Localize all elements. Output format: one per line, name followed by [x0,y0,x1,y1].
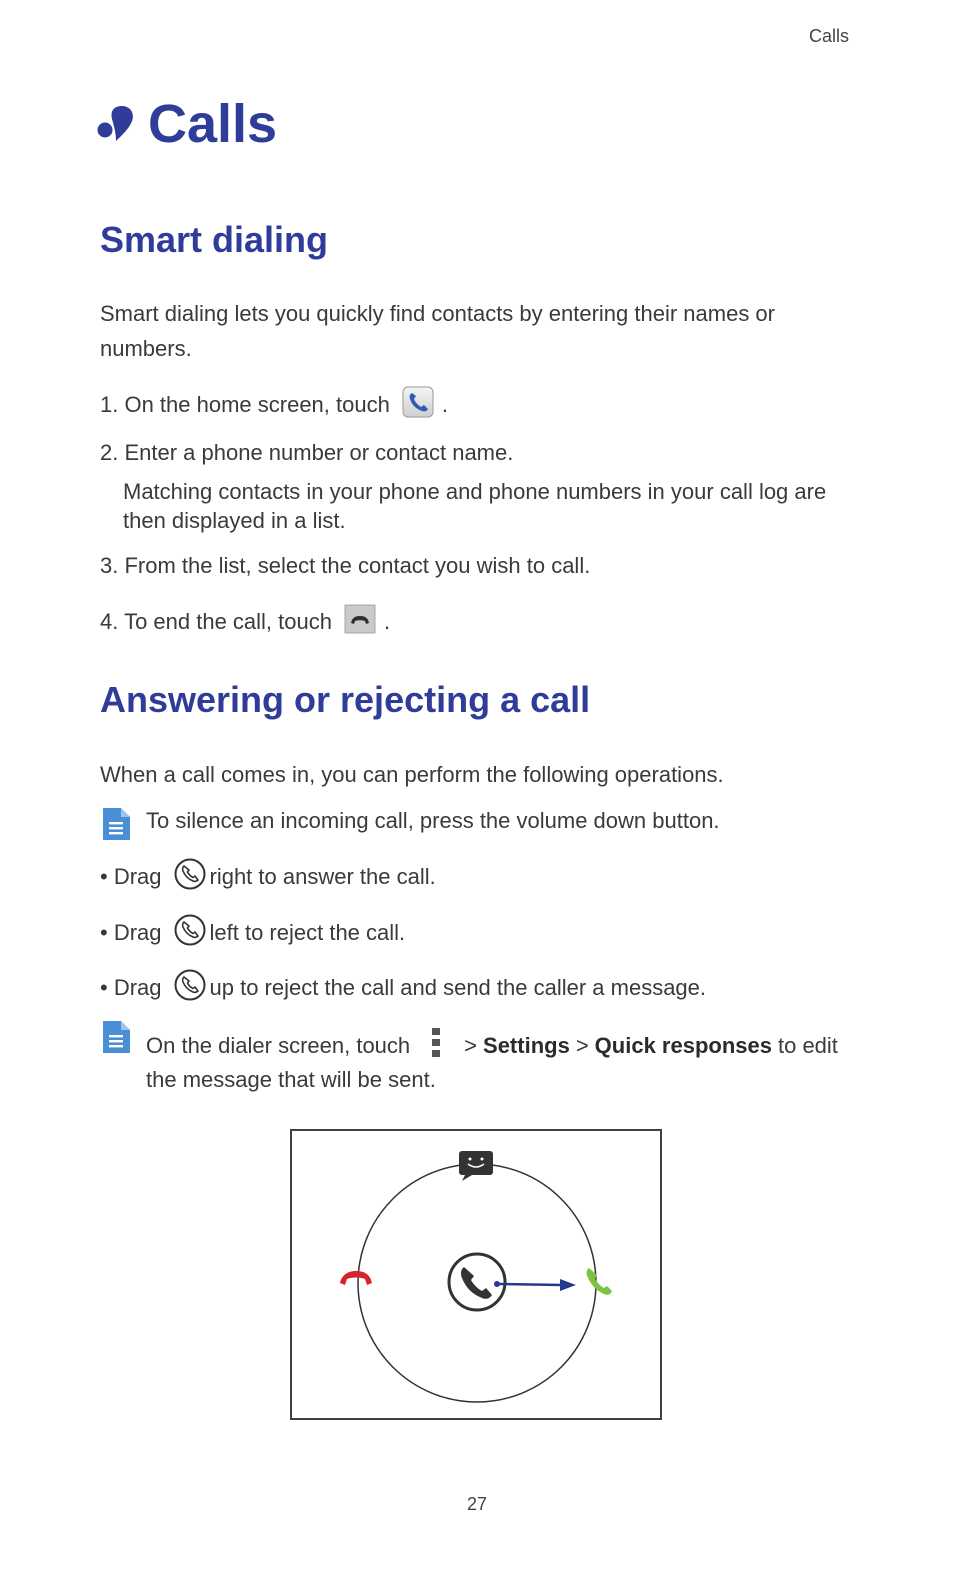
note2-post: to edit [777,1033,838,1058]
note2-sep2: > [575,1033,589,1058]
phone-circle-icon [174,969,206,1007]
bullet-message-text: up to reject the call and send the caller a message. [209,975,707,1000]
note-quick-responses [146,1026,838,1066]
quick-responses-label: Quick responses [594,1033,772,1058]
note-silence: To silence an incoming call, press the volume down button. [146,808,720,833]
end-call-icon [344,604,376,640]
page-number: 27 [466,1494,488,1514]
note2-pre: On the dialer screen, touch [146,1033,411,1058]
step-2-text: 2. Enter a phone number or contact name. [100,440,514,465]
settings-label: Settings [483,1033,570,1058]
step-1-end: . [441,392,448,417]
note-icon [101,807,131,846]
message-bubble-icon [459,1151,493,1181]
step-4 [100,604,390,640]
step-4-text: 4. To end the call, touch [100,609,332,634]
step-4-end: . [383,609,391,634]
incoming-call-diagram [292,1131,660,1418]
bullet-prefix: • Drag [100,920,162,945]
step-2-detail-line1: Matching contacts in your phone and phone numbers in your call log are [123,479,827,504]
bullet-prefix: • Drag [100,864,162,889]
section-heading-answering: Answering or rejecting a call [100,679,591,720]
smart-dialing-intro-line1: Smart dialing lets you quickly find contacts by entering their names or [100,301,775,326]
chapter-heading [96,92,277,156]
bullet-answer [100,858,436,896]
note-icon [101,1020,131,1059]
more-menu-icon [430,1026,442,1066]
chapter-title: Calls [148,94,278,154]
decline-phone-icon [340,1271,372,1285]
step-2-detail-line2: then displayed in a list. [123,508,346,533]
bullet-reject-text: left to reject the call. [209,920,406,945]
step-1-text: 1. On the home screen, touch [100,392,390,417]
step-3-text: 3. From the list, select the contact you wish to call. [100,553,591,578]
phone-circle-icon [174,858,206,896]
bullet-message [100,969,706,1007]
smart-dialing-intro-line2: numbers. [100,336,192,361]
running-header: Calls [808,26,849,46]
phone-circle-icon [174,914,206,952]
bullet-reject [100,914,405,952]
section-heading-smart-dialing: Smart dialing [100,219,329,260]
note2-sep1: > [464,1033,478,1058]
answer-phone-icon [587,1268,612,1295]
note2-line2: the message that will be sent. [146,1067,436,1092]
answering-intro: When a call comes in, you can perform the following operations. [100,762,724,787]
bullet-prefix: • Drag [100,975,162,1000]
bullet-answer-text: right to answer the call. [209,864,436,889]
phone-app-icon [402,386,434,424]
step-1 [100,386,448,424]
incoming-call-figure [290,1129,662,1420]
calls-chapter-icon [96,101,138,148]
